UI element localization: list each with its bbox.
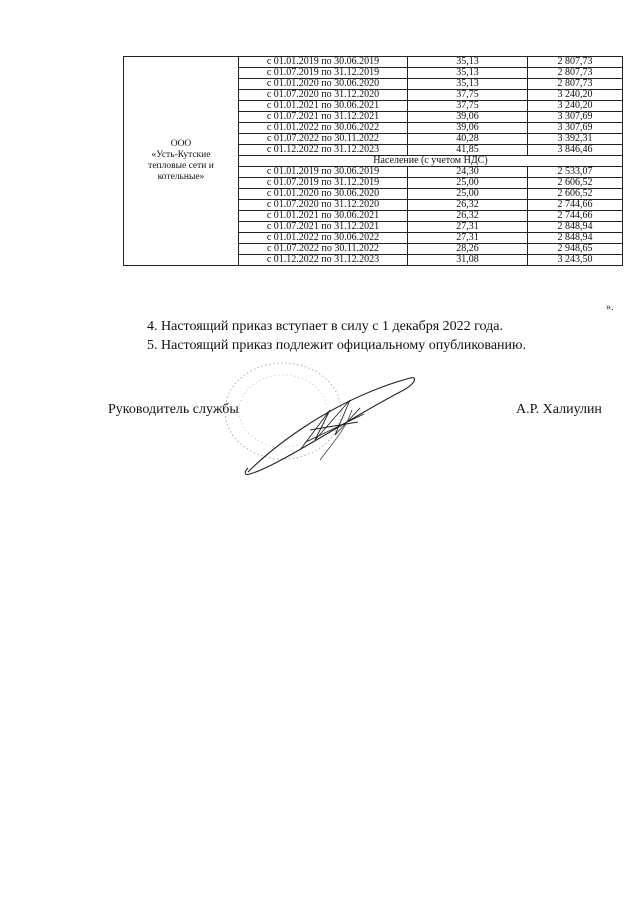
rate-cell: 35,13 <box>408 57 528 68</box>
rate-cell: 40,28 <box>408 134 528 145</box>
period-cell: с 01.01.2019 по 30.06.2019 <box>239 57 408 68</box>
rate-cell: 27,31 <box>408 222 528 233</box>
tariff-cell: 2 744,66 <box>528 200 623 211</box>
org-line: ООО <box>170 139 192 149</box>
tariff-cell: 3 240,20 <box>528 90 623 101</box>
rate-cell: 39,06 <box>408 123 528 134</box>
tariff-cell: 2 807,73 <box>528 68 623 79</box>
rate-cell: 25,00 <box>408 178 528 189</box>
rate-cell: 27,31 <box>408 233 528 244</box>
rate-cell: 35,13 <box>408 79 528 90</box>
rate-cell: 26,32 <box>408 211 528 222</box>
tariff-cell: 2 807,73 <box>528 79 623 90</box>
period-cell: с 01.01.2021 по 30.06.2021 <box>239 101 408 112</box>
org-line: «Усть-Кутские <box>151 150 211 160</box>
signatory-name: А.Р. Халиулин <box>516 402 602 417</box>
period-cell: с 01.07.2022 по 30.11.2022 <box>239 134 408 145</box>
org-line: котельные» <box>157 172 205 182</box>
period-cell: с 01.07.2019 по 31.12.2019 <box>239 178 408 189</box>
closing-quote: ». <box>606 302 614 313</box>
period-cell: с 01.12.2022 по 31.12.2023 <box>239 145 408 156</box>
section-header-population: Население (с учетом НДС) <box>239 156 623 167</box>
period-cell: с 01.07.2021 по 31.12.2021 <box>239 112 408 123</box>
paragraph-4: 4. Настоящий приказ вступает в силу с 1 декабря 2022 года. <box>147 319 503 334</box>
period-cell: с 01.01.2022 по 30.06.2022 <box>239 233 408 244</box>
period-cell: с 01.01.2020 по 30.06.2020 <box>239 189 408 200</box>
rate-cell: 25,00 <box>408 189 528 200</box>
table-row <box>124 57 623 68</box>
tariff-cell: 3 846,46 <box>528 145 623 156</box>
rate-cell: 28,26 <box>408 244 528 255</box>
paragraph-5: 5. Настоящий приказ подлежит официальному опубликованию. <box>147 338 526 353</box>
signatory-position: Руководитель службы <box>108 402 239 417</box>
rate-cell: 24,30 <box>408 167 528 178</box>
period-cell: с 01.12.2022 по 31.12.2023 <box>239 255 408 266</box>
tariff-cell: 2 744,66 <box>528 211 623 222</box>
tariff-cell: 3 307,69 <box>528 123 623 134</box>
rate-cell: 26,32 <box>408 200 528 211</box>
period-cell: с 01.07.2020 по 31.12.2020 <box>239 90 408 101</box>
tariff-cell: 3 240,20 <box>528 101 623 112</box>
tariff-cell: 3 307,69 <box>528 112 623 123</box>
period-cell: с 01.01.2021 по 30.06.2021 <box>239 211 408 222</box>
rate-cell: 35,13 <box>408 68 528 79</box>
tariff-cell: 2 807,73 <box>528 57 623 68</box>
tariff-cell: 2 948,65 <box>528 244 623 255</box>
rate-cell: 41,85 <box>408 145 528 156</box>
org-line: тепловые сети и <box>148 161 214 171</box>
organization-cell <box>124 57 239 266</box>
rate-cell: 39,06 <box>408 112 528 123</box>
rate-cell: 37,75 <box>408 90 528 101</box>
period-cell: с 01.07.2019 по 31.12.2019 <box>239 68 408 79</box>
tariff-table <box>123 56 623 266</box>
period-cell: с 01.07.2020 по 31.12.2020 <box>239 200 408 211</box>
tariff-cell: 3 243,50 <box>528 255 623 266</box>
tariff-table-body <box>124 57 623 266</box>
period-cell: с 01.01.2019 по 30.06.2019 <box>239 167 408 178</box>
tariff-cell: 2 848,94 <box>528 222 623 233</box>
tariff-cell: 3 392,31 <box>528 134 623 145</box>
tariff-cell: 2 848,94 <box>528 233 623 244</box>
period-cell: с 01.07.2021 по 31.12.2021 <box>239 222 408 233</box>
rate-cell: 37,75 <box>408 101 528 112</box>
period-cell: с 01.07.2022 по 30.11.2022 <box>239 244 408 255</box>
tariff-cell: 2 606,52 <box>528 178 623 189</box>
period-cell: с 01.01.2022 по 30.06.2022 <box>239 123 408 134</box>
rate-cell: 31,08 <box>408 255 528 266</box>
handwritten-signature <box>240 370 420 480</box>
tariff-cell: 2 533,07 <box>528 167 623 178</box>
tariff-cell: 2 606,52 <box>528 189 623 200</box>
period-cell: с 01.01.2020 по 30.06.2020 <box>239 79 408 90</box>
